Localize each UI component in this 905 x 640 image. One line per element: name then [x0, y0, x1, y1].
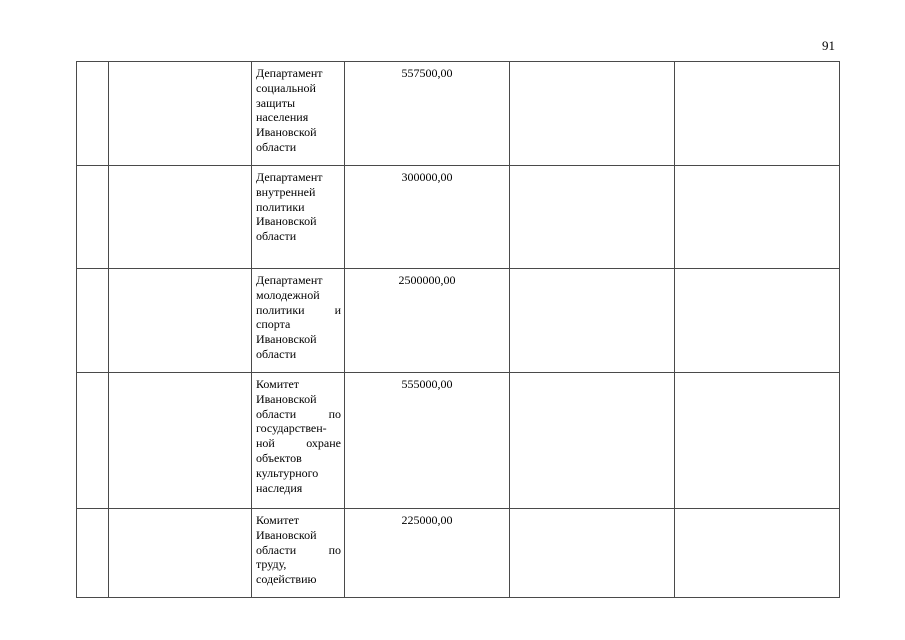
table-row [77, 509, 840, 598]
organization-name: Департамент внутренней политики Ивановской области [256, 170, 323, 244]
organization-name: Департамент социальной защиты населения Ивановской области [256, 66, 323, 154]
organization-cell [252, 373, 345, 509]
empty-cell [510, 509, 675, 598]
empty-cell [675, 166, 840, 269]
organization-cell [252, 62, 345, 166]
amount-cell: 555000,00 [345, 373, 510, 509]
empty-cell [675, 62, 840, 166]
organization-cell [252, 166, 345, 269]
organization-cell [252, 509, 345, 598]
code-cell [109, 269, 252, 373]
budget-table [76, 61, 840, 598]
table-row [77, 166, 840, 269]
page-number: 91 [822, 38, 835, 53]
empty-cell [510, 62, 675, 166]
empty-cell [510, 166, 675, 269]
table-row [77, 62, 840, 166]
organization-name: Комитет Ивановской области по труду, содействию [256, 513, 341, 587]
empty-cell [675, 509, 840, 598]
organization-name: Комитет Ивановской области по государствен-ной охране объектов культурного наследия [256, 377, 341, 495]
empty-cell [510, 269, 675, 373]
empty-cell [675, 269, 840, 373]
organization-cell [252, 269, 345, 373]
index-cell [77, 509, 109, 598]
table-row [77, 269, 840, 373]
code-cell [109, 509, 252, 598]
index-cell [77, 269, 109, 373]
empty-cell [510, 373, 675, 509]
amount-cell: 225000,00 [345, 509, 510, 598]
amount-cell: 557500,00 [345, 62, 510, 166]
empty-cell [675, 373, 840, 509]
index-cell [77, 166, 109, 269]
index-cell [77, 373, 109, 509]
amount-cell: 300000,00 [345, 166, 510, 269]
code-cell [109, 62, 252, 166]
table-row [77, 373, 840, 509]
organization-name: Департамент молодежной политики и спорта Ивановской области [256, 273, 341, 361]
index-cell [77, 62, 109, 166]
amount-cell: 2500000,00 [345, 269, 510, 373]
code-cell [109, 373, 252, 509]
code-cell [109, 166, 252, 269]
